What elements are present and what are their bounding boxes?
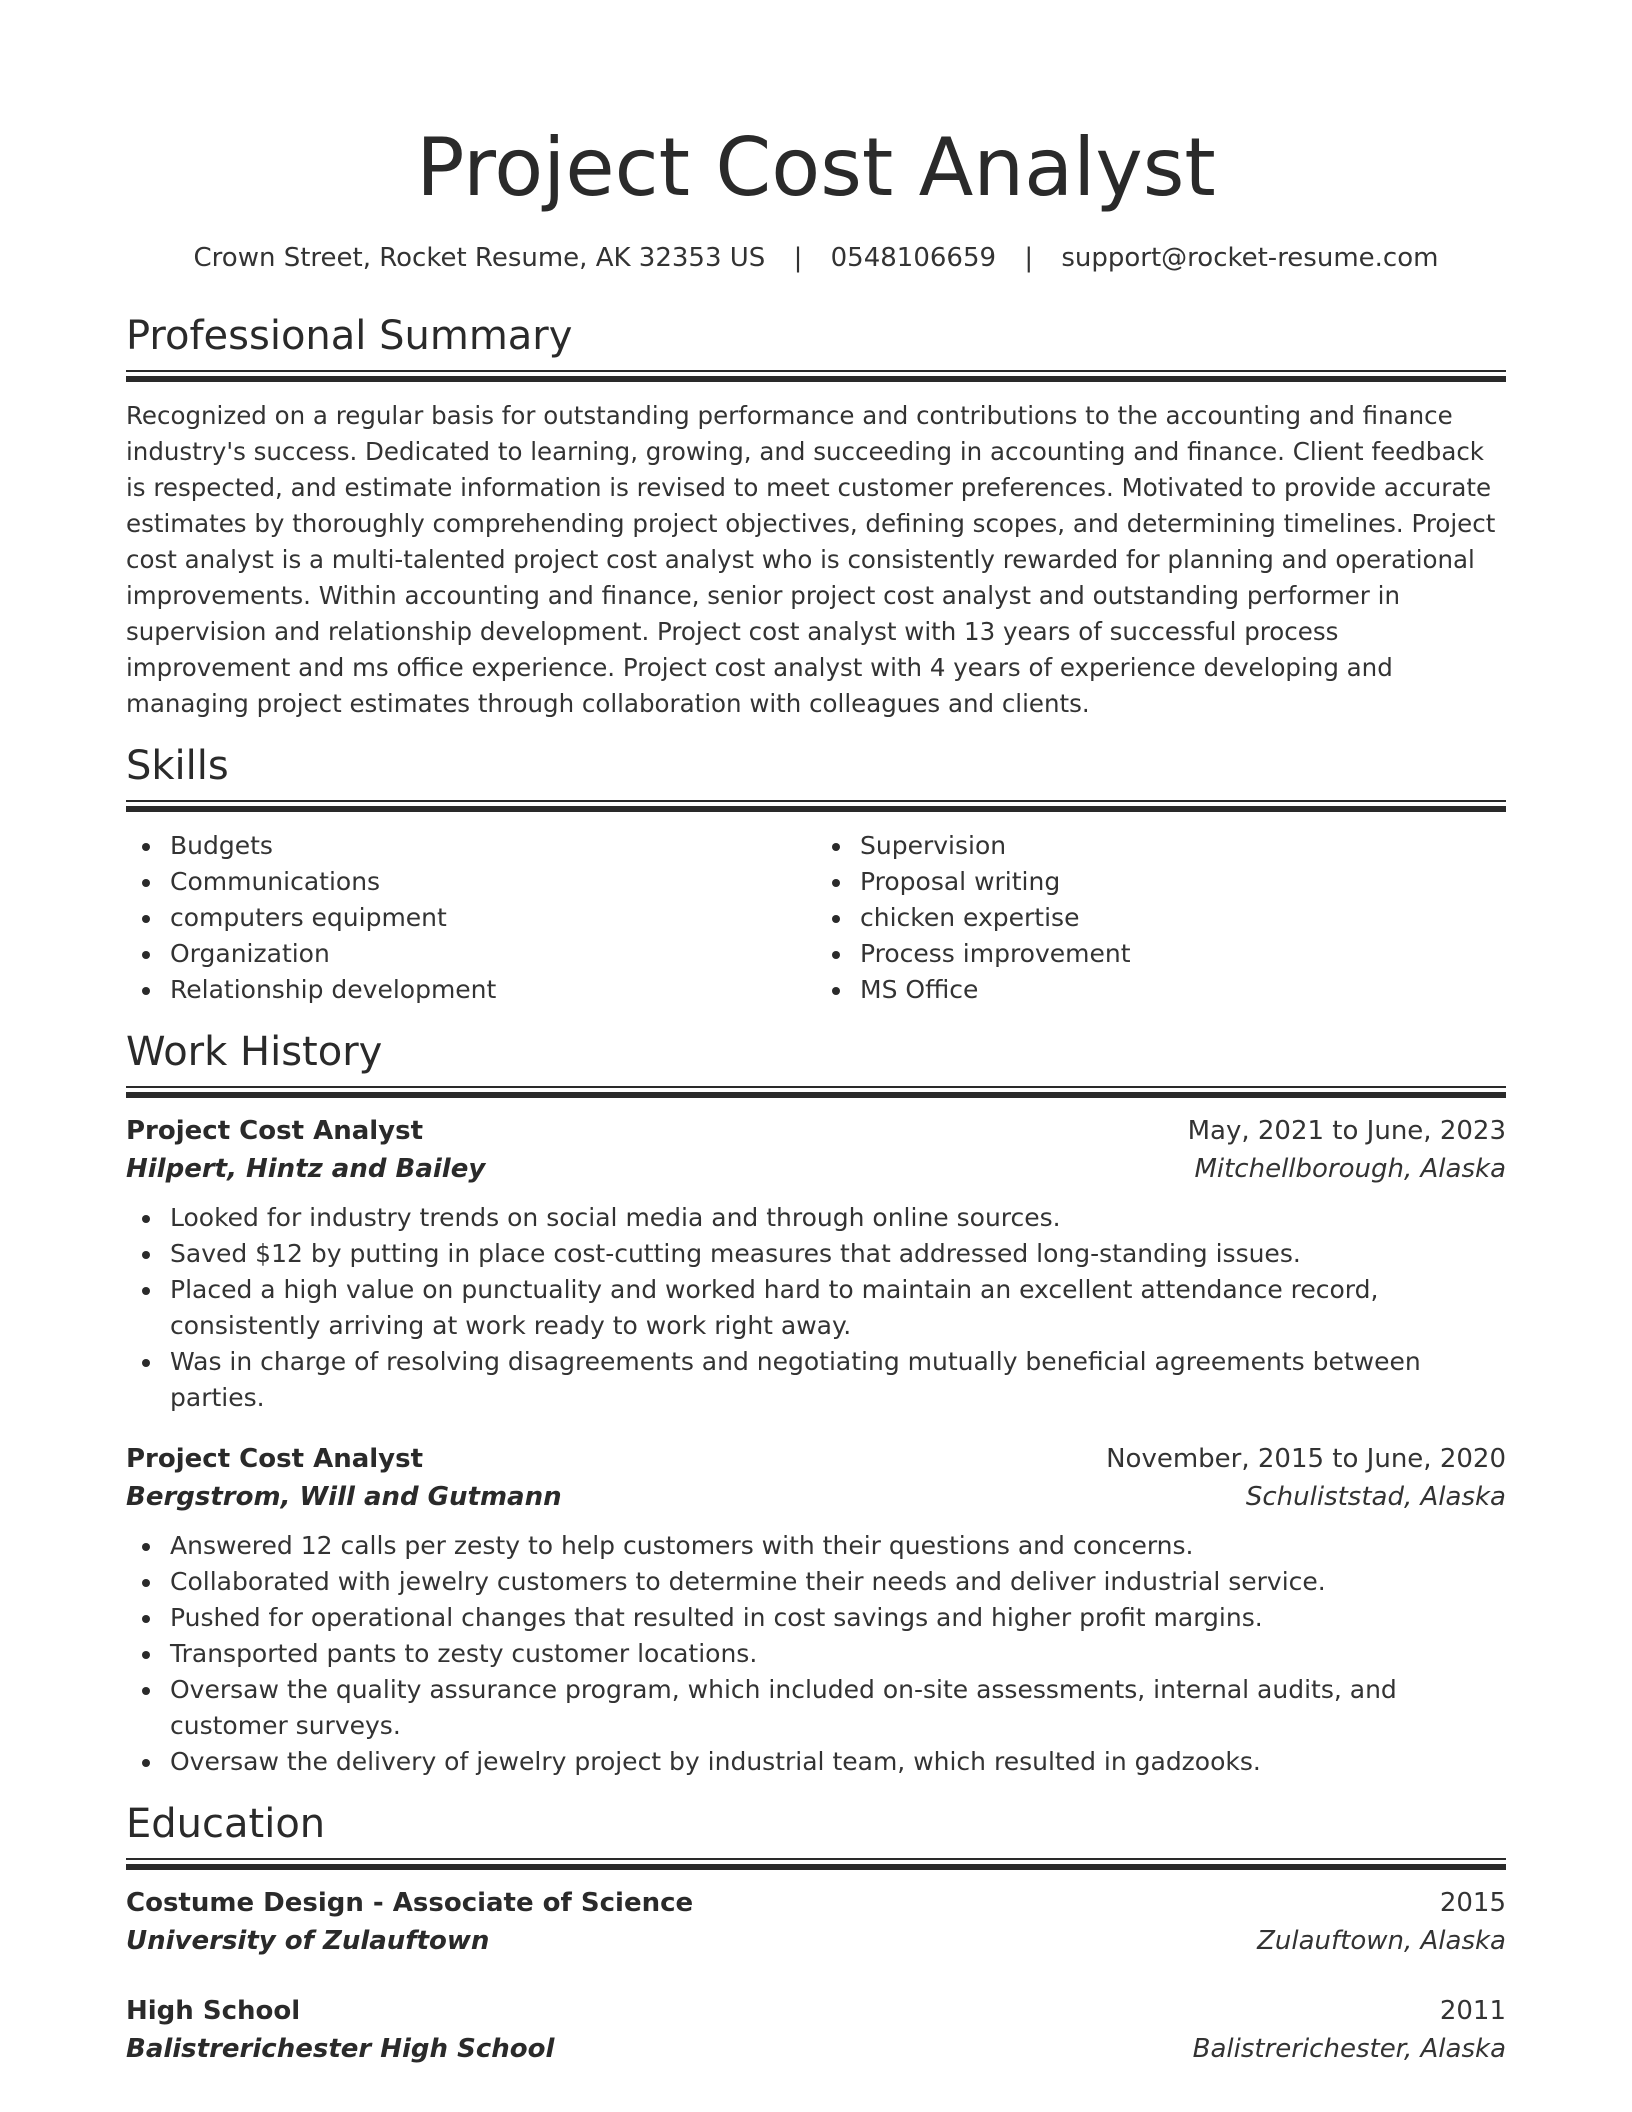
job-duty: Transported pants to zesty customer locations. — [170, 1636, 1506, 1672]
skills-section — [126, 740, 1506, 1008]
section-divider — [126, 1858, 1506, 1870]
job-duties — [126, 1200, 1506, 1416]
skills-list-left — [126, 828, 816, 1008]
job-entry — [126, 1440, 1506, 1780]
skill-item: Organization — [170, 936, 816, 972]
resume-name: Project Cost Analyst — [416, 121, 1216, 214]
skill-item: Supervision — [860, 828, 1506, 864]
education-heading: Education — [126, 1801, 326, 1847]
education-section — [126, 1798, 1506, 2068]
skill-item: Process improvement — [860, 936, 1506, 972]
skill-item: computers equipment — [170, 900, 816, 936]
education-year: 2011 — [1439, 1996, 1506, 2026]
work-heading: Work History — [126, 1029, 383, 1075]
contact-separator: | — [1024, 243, 1034, 273]
job-duty: Looked for industry trends on social media and through online sources. — [170, 1200, 1506, 1236]
education-location: Balistrerichester, Alaska — [1192, 2034, 1506, 2064]
summary-section — [126, 310, 1506, 722]
skill-item: Proposal writing — [860, 864, 1506, 900]
job-title: Project Cost Analyst — [126, 1444, 424, 1474]
job-duty: Collaborated with jewelry customers to determine their needs and deliver industrial service. — [170, 1564, 1506, 1600]
education-school: Balistrerichester High School — [126, 2034, 555, 2064]
skill-item: chicken expertise — [860, 900, 1506, 936]
skills-heading: Skills — [126, 743, 229, 789]
work-section — [126, 1026, 1506, 1780]
job-duty: Pushed for operational changes that resulted in cost savings and higher profit margins. — [170, 1600, 1506, 1636]
job-entry — [126, 1112, 1506, 1416]
contact-address: Crown Street, Rocket Resume, AK 32353 US — [193, 243, 766, 273]
contact-email: support@rocket-resume.com — [1061, 243, 1439, 273]
education-entry — [126, 1992, 1506, 2068]
job-duty: Answered 12 calls per zesty to help customers with their questions and concerns. — [170, 1528, 1506, 1564]
education-school: University of Zulauftown — [126, 1926, 490, 1956]
section-divider — [126, 1086, 1506, 1098]
contact-separator: | — [793, 243, 803, 273]
education-degree: High School — [126, 1996, 301, 2026]
job-location: Mitchellborough, Alaska — [1194, 1154, 1506, 1184]
job-duties — [126, 1528, 1506, 1780]
job-duty: Oversaw the quality assurance program, which included on-site assessments, internal audits, and customer surveys. — [170, 1672, 1506, 1744]
skill-item: Budgets — [170, 828, 816, 864]
job-duty: Placed a high value on punctuality and worked hard to maintain an excellent attendance record, consistently arriving at work ready to work right away. — [170, 1272, 1506, 1344]
skills-list-right — [816, 828, 1506, 1008]
skills-columns — [126, 828, 1506, 1008]
job-title: Project Cost Analyst — [126, 1116, 424, 1146]
contact-phone: 0548106659 — [830, 243, 997, 273]
education-location: Zulauftown, Alaska — [1257, 1926, 1506, 1956]
contact-line — [126, 240, 1506, 276]
job-company: Hilpert, Hintz and Bailey — [126, 1154, 486, 1184]
education-entry — [126, 1884, 1506, 1960]
section-divider — [126, 370, 1506, 382]
education-year: 2015 — [1439, 1888, 1506, 1918]
skill-item: MS Office — [860, 972, 1506, 1008]
job-duty: Saved $12 by putting in place cost-cutting measures that addressed long-standing issues. — [170, 1236, 1506, 1272]
job-dates: November, 2015 to June, 2020 — [1106, 1444, 1506, 1474]
skill-item: Communications — [170, 864, 816, 900]
section-divider — [126, 800, 1506, 812]
summary-text: Recognized on a regular basis for outstanding performance and contributions to the accounting and finance industry's success. Dedicated to learning, growing, and succeeding in accounting and finance. Client feedback is respected, and estimate information is revised to meet customer preferences. Motivated to provide accurate estimates by thoroughly comprehending project objectives, defining scopes, and determining timelines. Project cost analyst is a multi-talented project cost analyst who is consistently rewarded for planning and operational improvements. Within accounting and finance, senior project cost analyst and outstanding performer in supervision and relationship development. Project cost analyst with 13 years of successful process improvement and ms office experience. Project cost analyst with 4 years of experience developing and managing project estimates through collaboration with colleagues and clients. — [126, 401, 1496, 718]
job-location: Schuliststad, Alaska — [1245, 1482, 1506, 1512]
job-duty: Oversaw the delivery of jewelry project by industrial team, which resulted in gadzooks. — [170, 1744, 1506, 1780]
summary-heading: Professional Summary — [126, 313, 573, 359]
job-duty: Was in charge of resolving disagreements and negotiating mutually beneficial agreements between parties. — [170, 1344, 1506, 1416]
job-dates: May, 2021 to June, 2023 — [1187, 1116, 1506, 1146]
job-company: Bergstrom, Will and Gutmann — [126, 1482, 562, 1512]
skill-item: Relationship development — [170, 972, 816, 1008]
education-degree: Costume Design - Associate of Science — [126, 1888, 694, 1918]
